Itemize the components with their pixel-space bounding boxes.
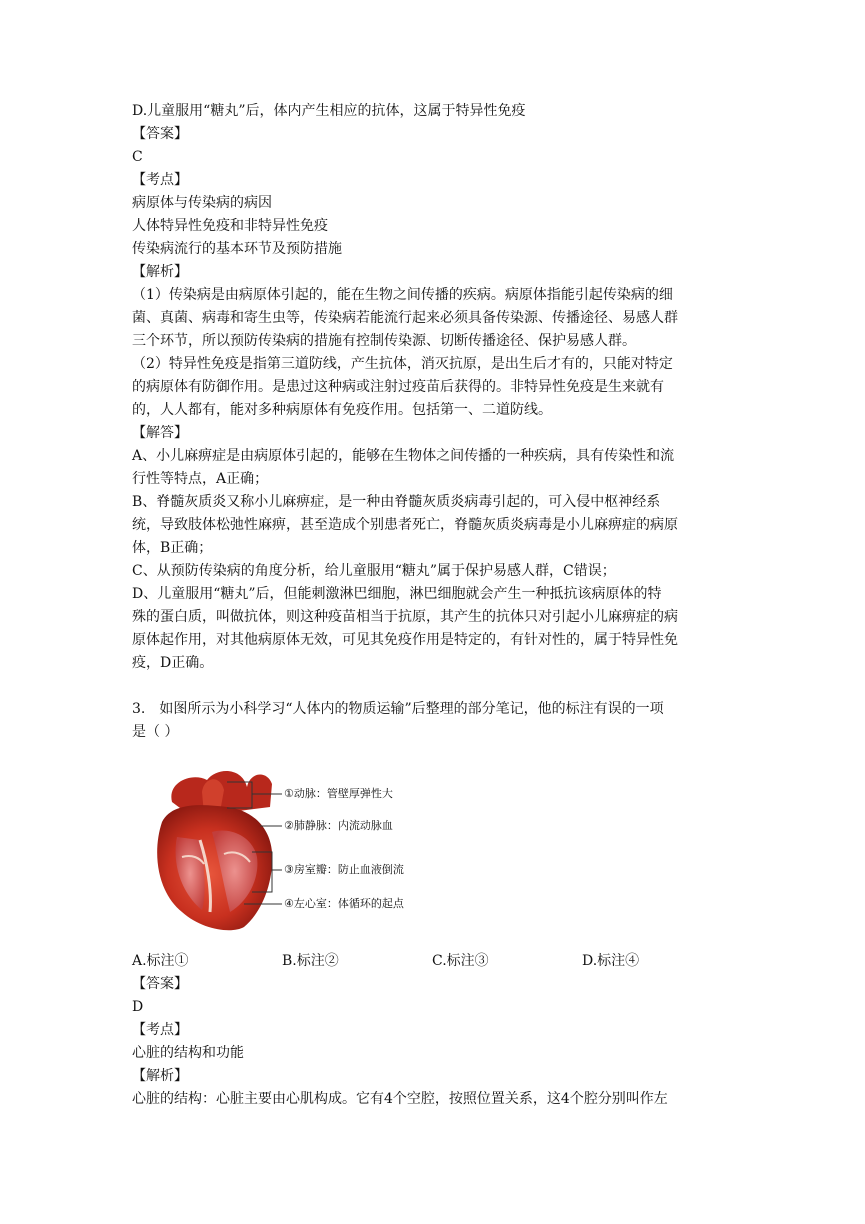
q2-analysis-line: 的，人人都有，能对多种病原体有免疫作用。包括第一、二道防线。 — [132, 402, 552, 418]
q2-analysis-line: （1）传染病是由病原体引起的，能在生物之间传播的疾病。病原体指能引起传染病的细 — [132, 287, 673, 303]
q3-answer-heading: 【答案】 — [132, 976, 188, 992]
q2-option-d: D.儿童服用“糖丸”后，体内产生相应的抗体，这属于特异性免疫 — [132, 103, 526, 119]
q2-point: 传染病流行的基本环节及预防措施 — [132, 241, 342, 257]
document-page — [132, 100, 732, 1111]
q3-option-a: A.标注① — [132, 953, 189, 969]
q2-solution-line: D、儿童服用“糖丸”后，但能刺激淋巴细胞，淋巴细胞就会产生一种抵抗该病原体的特 — [132, 586, 662, 602]
q3-option-b: B.标注② — [282, 953, 339, 969]
q2-solution-line: 体，B正确； — [132, 540, 213, 556]
spacer — [132, 675, 732, 698]
q2-analysis-heading: 【解析】 — [132, 264, 188, 280]
q3-stem-line: 3. 如图所示为小科学习“人体内的物质运输”后整理的部分笔记，他的标注有误的一项 — [132, 701, 664, 717]
q2-point: 人体特异性免疫和非特异性免疫 — [132, 218, 328, 234]
figure-label-1: ①动脉：管壁厚弹性大 — [284, 787, 393, 800]
q3-analysis-line: 心脏的结构：心脏主要由心肌构成。它有4个空腔，按照位置关系，这4个腔分别叫作左 — [132, 1091, 668, 1107]
q3-analysis-heading: 【解析】 — [132, 1068, 188, 1084]
q3-point: 心脏的结构和功能 — [132, 1045, 244, 1061]
q2-solution-line: C、从预防传染病的角度分析，给儿童服用“糖丸”属于保护易感人群，C错误； — [132, 563, 616, 579]
q2-solution-line: 殊的蛋白质，叫做抗体，则这种疫苗相当于抗原，其产生的抗体只对引起小儿麻痹症的病 — [132, 609, 678, 625]
q2-solution-line: 行性等特点，A正确； — [132, 471, 269, 487]
q2-solution-line: 原体起作用，对其他病原体无效，可见其免疫作用是特定的，有针对性的，属于特异性免 — [132, 632, 678, 648]
q2-solution-line: 统，导致肢体松弛性麻痹，甚至造成个别患者死亡，脊髓灰质炎病毒是小儿麻痹症的病原 — [132, 517, 678, 533]
q2-points-heading: 【考点】 — [132, 172, 188, 188]
q3-answer: D — [132, 999, 144, 1015]
figure-label-4: ④左心室：体循环的起点 — [284, 897, 404, 910]
q2-point: 病原体与传染病的病因 — [132, 195, 272, 211]
figure-label-3: ③房室瓣：防止血液倒流 — [284, 863, 404, 876]
figure-label-2: ②肺静脉：内流动脉血 — [284, 819, 393, 832]
q2-answer-heading: 【答案】 — [132, 126, 188, 142]
q2-solution-line: 疫，D正确。 — [132, 655, 214, 671]
q2-analysis-line: 的病原体有防御作用。是患过这种病或注射过疫苗后获得的。非特异性免疫是生来就有 — [132, 379, 664, 395]
q2-analysis-line: 菌、真菌、病毒和寄生虫等，传染病若能流行起来必须具备传染源、传播途径、易感人群 — [132, 310, 678, 326]
q3-option-c: C.标注③ — [432, 953, 489, 969]
q2-answer: C — [132, 149, 143, 165]
q2-analysis-line: （2）特异性免疫是指第三道防线，产生抗体，消灭抗原，是出生后才有的，只能对特定 — [132, 356, 673, 372]
q2-solution-heading: 【解答】 — [132, 425, 188, 441]
q2-solution-line: B、脊髓灰质炎又称小儿麻痹症，是一种由脊髓灰质炎病毒引起的，可入侵中枢神经系 — [132, 494, 661, 510]
q3-stem-line: 是（ ） — [132, 724, 179, 740]
q3-options — [132, 950, 732, 973]
q2-solution-line: A、小儿麻痹症是由病原体引起的，能够在生物体之间传播的一种疾病，具有传染性和流 — [132, 448, 675, 464]
q3-option-d: D.标注④ — [582, 953, 640, 969]
heart-figure — [132, 762, 452, 942]
q2-analysis-line: 三个环节，所以预防传染病的措施有控制传染源、切断传播途径、保护易感人群。 — [132, 333, 636, 349]
q3-points-heading: 【考点】 — [132, 1022, 188, 1038]
